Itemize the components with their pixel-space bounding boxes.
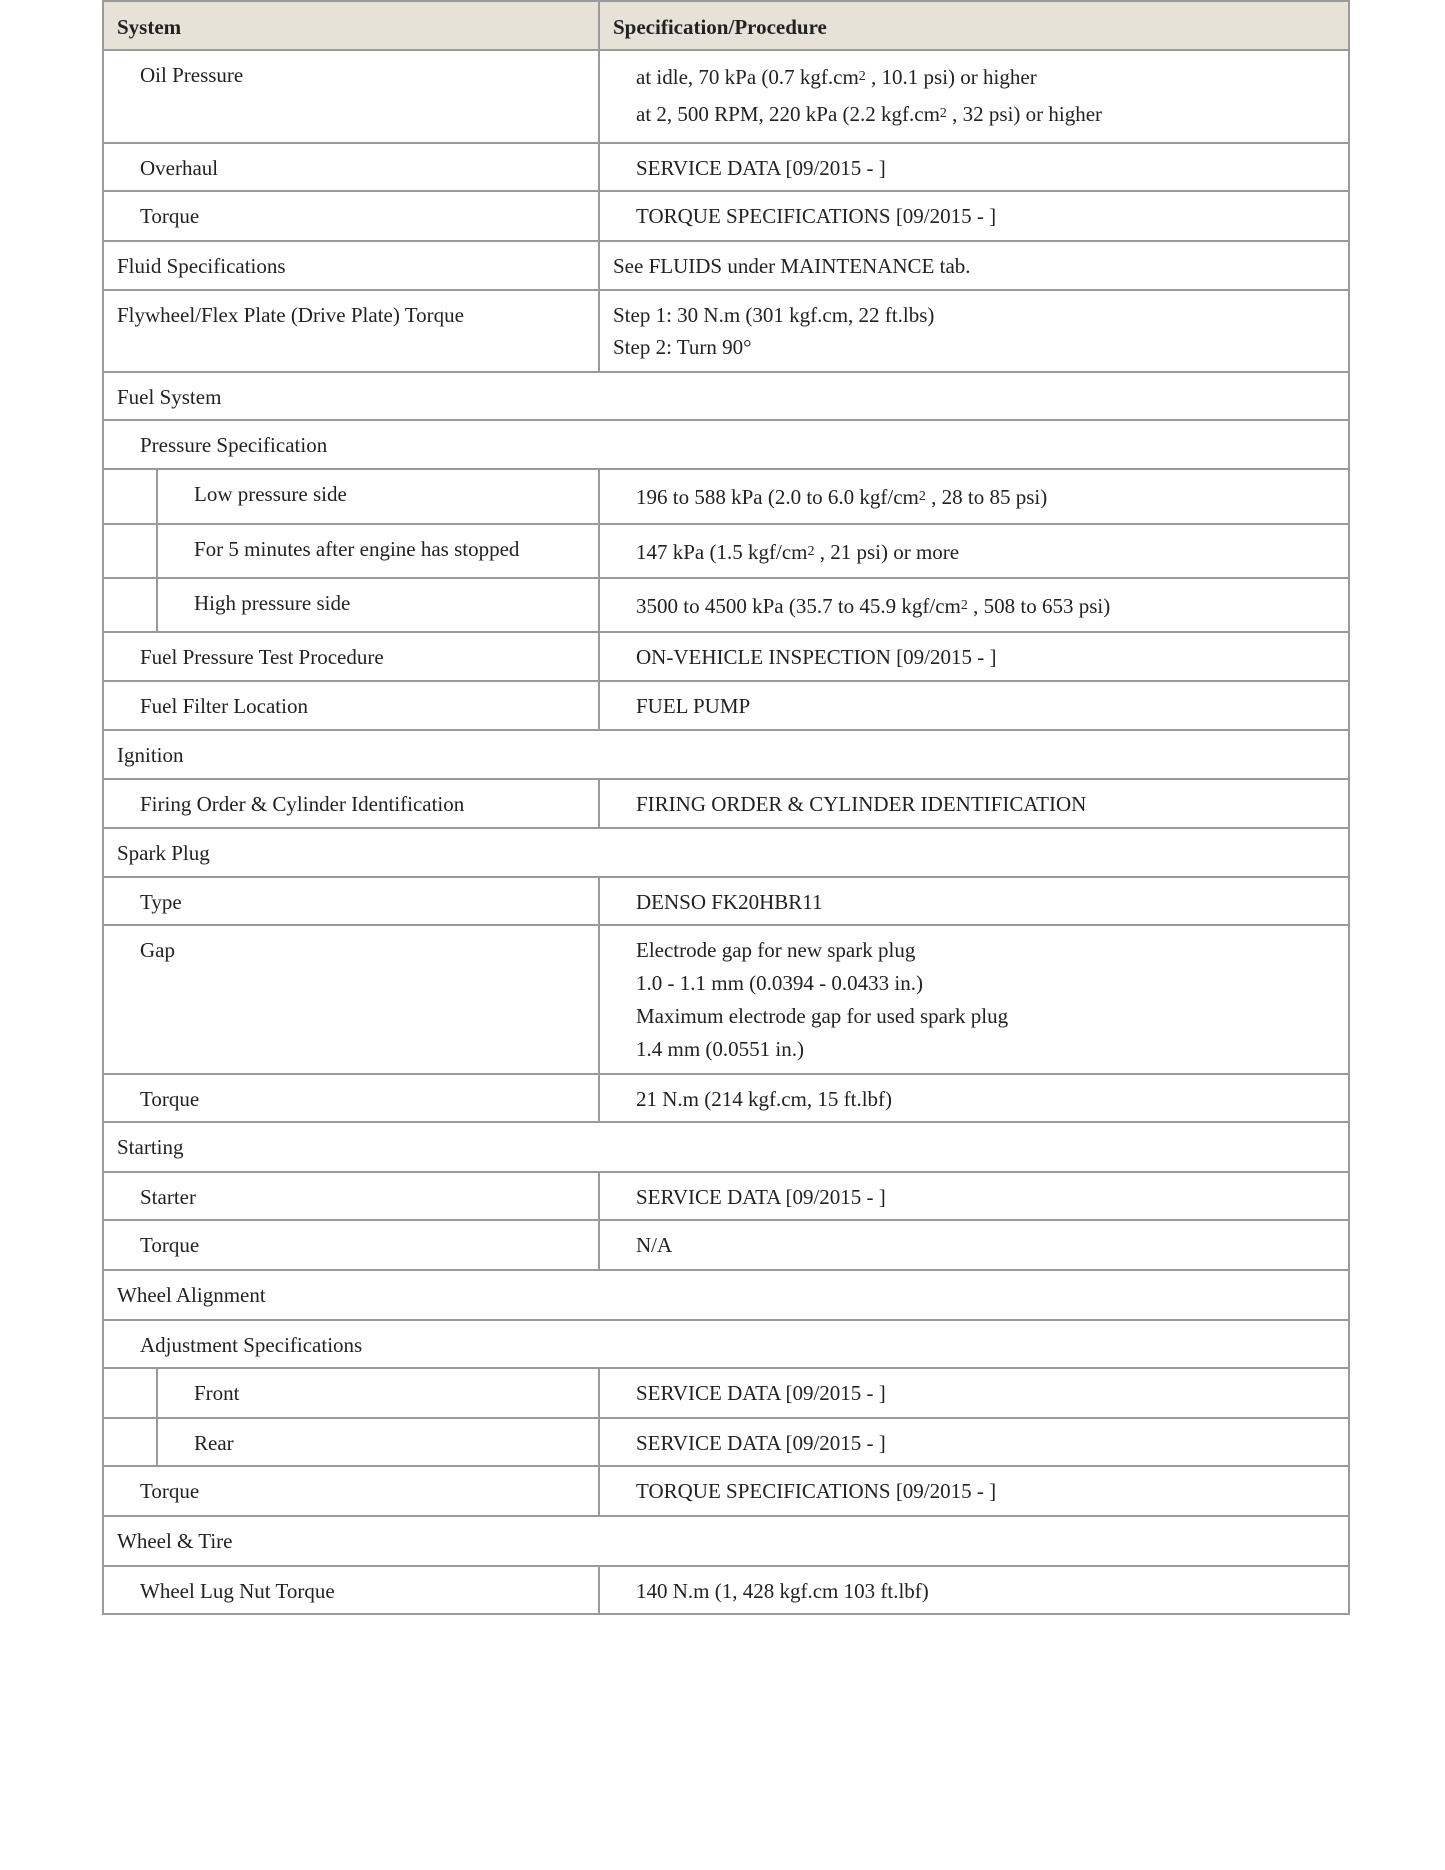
row-label: Fuel Filter Location xyxy=(140,694,308,718)
row-label: Fuel Pressure Test Procedure xyxy=(140,645,384,669)
header-system: System xyxy=(117,15,182,39)
header-spec: Specification/Procedure xyxy=(613,15,827,39)
section-label: Fuel System xyxy=(117,385,222,409)
row-value: at 2, 500 RPM, 220 kPa (2.2 $kgf.cm^2$ , 32 psi) or higher xyxy=(636,102,1103,126)
row-label: Firing Order & Cylinder Identification xyxy=(140,792,465,816)
subsection-row-adjust-specs xyxy=(102,1321,1350,1369)
table-header xyxy=(102,0,1350,51)
row-value: DENSO FK20HBR11 xyxy=(636,890,823,914)
subsection-row-pressure-spec xyxy=(102,421,1350,470)
section-row-wheel-tire xyxy=(102,1517,1350,1567)
section-label: Ignition xyxy=(117,743,184,767)
row-label: Torque xyxy=(140,204,200,228)
row-value: TORQUE SPECIFICATIONS [09/2015 - ] xyxy=(636,1479,997,1503)
section-row-ignition xyxy=(102,731,1350,780)
row-value: 3500 to 4500 kPa (35.7 to 45.9 kgf/$cm^2$ , 508 to 653 psi) xyxy=(636,594,1111,618)
row-value: 147 kPa (1.5 kgf/$cm^2$ , 21 psi) or more xyxy=(636,540,960,564)
table-row-lug-nut xyxy=(102,1567,1350,1615)
row-value: 21 N.m (214 kgf.cm, 15 ft.lbf) xyxy=(636,1087,893,1111)
row-value: SERVICE DATA [09/2015 - ] xyxy=(636,1185,886,1209)
section-label: Wheel & Tire xyxy=(117,1529,233,1553)
section-label: Spark Plug xyxy=(117,841,210,865)
row-label: Front xyxy=(194,1381,240,1405)
section-row-wheel-alignment xyxy=(102,1271,1350,1321)
table-row-oil-pressure xyxy=(102,51,1350,144)
row-value: ON-VEHICLE INSPECTION [09/2015 - ] xyxy=(636,645,997,669)
row-value: 196 to 588 kPa (2.0 to 6.0 kgf/$cm^2$ , 28 to 85 psi) xyxy=(636,485,1048,509)
subsection-label: Pressure Specification xyxy=(140,433,328,457)
row-value: SERVICE DATA [09/2015 - ] xyxy=(636,156,886,180)
table-row-sp-type xyxy=(102,878,1350,926)
row-value: TORQUE SPECIFICATIONS [09/2015 - ] xyxy=(636,204,997,228)
section-label: Starting xyxy=(117,1135,184,1159)
row-label: Low pressure side xyxy=(194,482,347,506)
table-row-flywheel xyxy=(102,291,1350,373)
row-value: Step 1: 30 N.m (301 kgf.cm, 22 ft.lbs) xyxy=(613,303,935,327)
section-row-starting xyxy=(102,1123,1350,1173)
table-row-overhaul xyxy=(102,144,1350,192)
row-label: Fluid Specifications xyxy=(117,254,286,278)
row-label: Overhaul xyxy=(140,156,219,180)
table-row-fuel-test xyxy=(102,633,1350,682)
spec-table xyxy=(102,0,1350,1615)
table-row-fluid-specs xyxy=(102,242,1350,291)
table-row-sp-gap xyxy=(102,926,1350,1075)
row-label: Torque xyxy=(140,1087,200,1111)
row-value: 1.4 mm (0.0551 in.) xyxy=(636,1037,804,1061)
row-label: Flywheel/Flex Plate (Drive Plate) Torque xyxy=(117,303,464,327)
section-row-spark-plug xyxy=(102,829,1350,878)
row-label: Oil Pressure xyxy=(140,63,244,87)
row-label: Wheel Lug Nut Torque xyxy=(140,1579,335,1603)
row-label: Torque xyxy=(140,1233,200,1257)
row-label: Gap xyxy=(140,938,175,962)
row-value: Maximum electrode gap for used spark plug xyxy=(636,1004,1009,1028)
row-label: Rear xyxy=(194,1431,234,1455)
row-value: N/A xyxy=(636,1233,673,1257)
table-row-high-pressure xyxy=(102,579,1350,633)
table-row-firing-order xyxy=(102,780,1350,829)
row-label: Starter xyxy=(140,1185,196,1209)
row-value: SERVICE DATA [09/2015 - ] xyxy=(636,1431,886,1455)
row-value: FIRING ORDER & CYLINDER IDENTIFICATION xyxy=(636,792,1087,816)
table-row-low-pressure xyxy=(102,470,1350,525)
header-cell-system xyxy=(104,2,600,49)
row-value: Electrode gap for new spark plug xyxy=(636,938,916,962)
row-value: See FLUIDS under MAINTENANCE tab. xyxy=(613,254,971,278)
table-row-front xyxy=(102,1369,1350,1419)
table-row-rear xyxy=(102,1419,1350,1467)
table-row-after-stop xyxy=(102,525,1350,579)
table-row-fuel-filter xyxy=(102,682,1350,731)
row-value: Step 2: Turn 90° xyxy=(613,335,752,359)
row-label: High pressure side xyxy=(194,591,351,615)
row-label: For 5 minutes after engine has stopped xyxy=(194,537,520,561)
row-value: 1.0 - 1.1 mm (0.0394 - 0.0433 in.) xyxy=(636,971,923,995)
table-row-starter-torque xyxy=(102,1221,1350,1271)
section-row-fuel-system xyxy=(102,373,1350,421)
table-row-sp-torque xyxy=(102,1075,1350,1123)
row-value: 140 N.m (1, 428 kgf.cm 103 ft.lbf) xyxy=(636,1579,929,1603)
row-label: Type xyxy=(140,890,182,914)
table-row-starter xyxy=(102,1173,1350,1221)
table-row-torque xyxy=(102,192,1350,242)
subsection-label: Adjustment Specifications xyxy=(140,1333,363,1357)
table-row-wa-torque xyxy=(102,1467,1350,1517)
row-value: at idle, 70 kPa (0.7 $kgf.cm^2$ , 10.1 psi) or higher xyxy=(636,65,1037,89)
row-value: SERVICE DATA [09/2015 - ] xyxy=(636,1381,886,1405)
section-label: Wheel Alignment xyxy=(117,1283,266,1307)
row-value: FUEL PUMP xyxy=(636,694,751,718)
row-label: Torque xyxy=(140,1479,200,1503)
